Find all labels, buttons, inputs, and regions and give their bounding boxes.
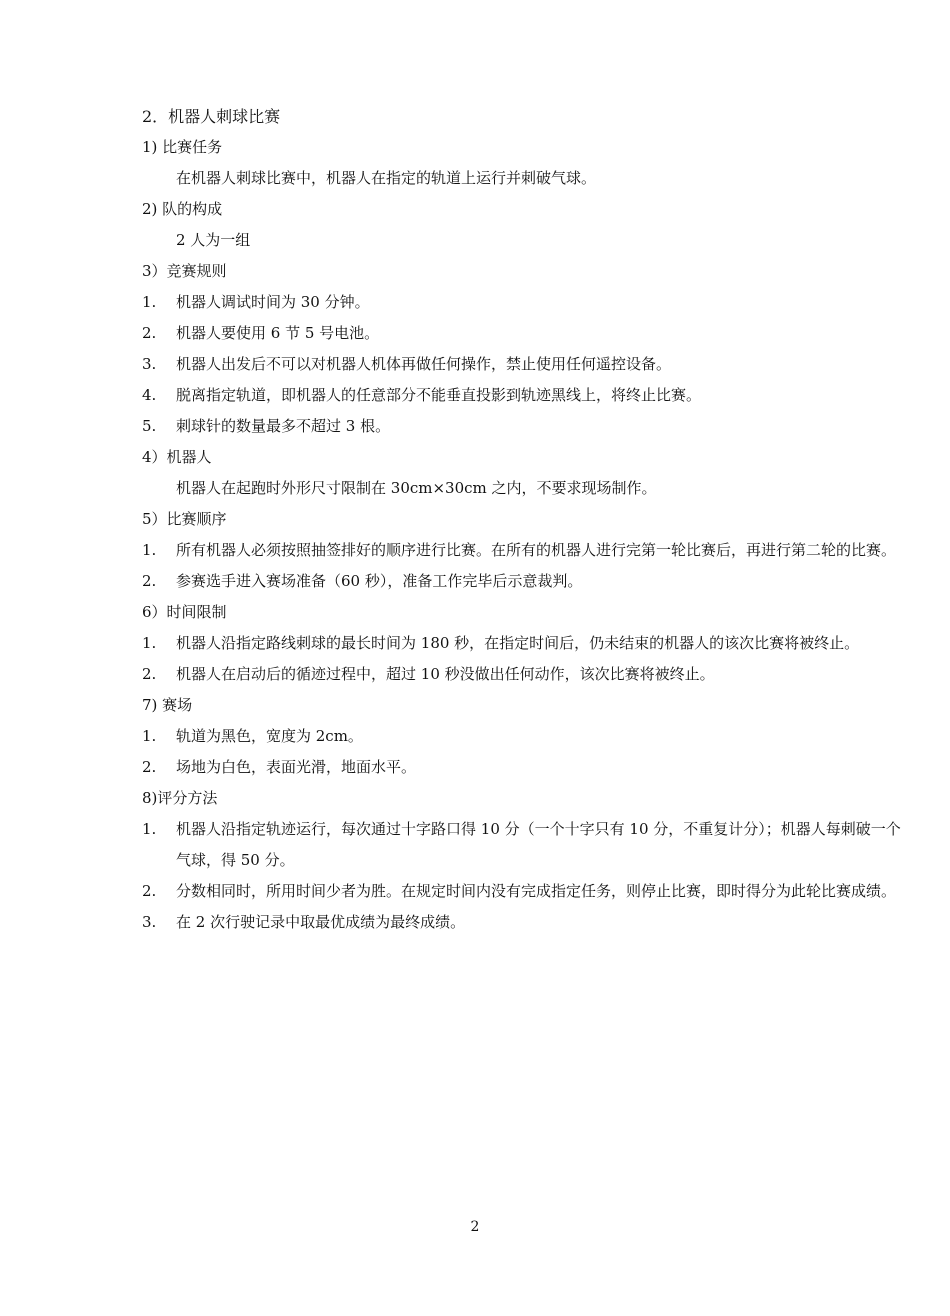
heading-competition-rules: 3）竞赛规则	[142, 262, 227, 280]
list-item	[142, 349, 912, 380]
list-item	[142, 535, 912, 566]
heading-time-limit: 6）时间限制	[142, 603, 227, 621]
list-item	[142, 566, 912, 597]
heading-scoring-method: 8)评分方法	[142, 789, 218, 807]
list-text: 机器人沿指定轨迹运行，每次通过十字路口得 10 分（一个十字只有 10 分，不重复计分）；机器人每刺破一个气球，得 50 分。	[176, 820, 901, 869]
heading-competition-task: 1) 比赛任务	[142, 138, 223, 156]
heading-robot: 4）机器人	[142, 448, 212, 466]
list-item	[142, 380, 912, 411]
list-number: 2.	[142, 882, 157, 900]
heading-venue: 7) 赛场	[142, 696, 193, 714]
list-number: 1.	[142, 820, 157, 838]
list-number: 3.	[142, 355, 157, 373]
list-item	[142, 721, 912, 752]
section-title: 2．机器人刺球比赛	[142, 107, 281, 126]
list-number: 1.	[142, 293, 157, 311]
list-text: 轨道为黑色，宽度为 2cm。	[176, 727, 363, 745]
list-number: 1.	[142, 634, 157, 652]
list-number: 2.	[142, 324, 157, 342]
list-item	[142, 752, 912, 783]
list-number: 3.	[142, 913, 157, 931]
list-number: 5.	[142, 417, 157, 435]
page-number: 2	[470, 1219, 480, 1235]
list-text: 机器人沿指定路线刺球的最长时间为 180 秒，在指定时间后，仍未结束的机器人的该次比赛将被终止。	[176, 634, 860, 652]
list-item	[142, 411, 912, 442]
list-text: 在 2 次行驶记录中取最优成绩为最终成绩。	[176, 913, 466, 931]
list-item	[142, 659, 912, 690]
list-item	[142, 814, 912, 876]
list-item	[142, 876, 912, 907]
list-text: 场地为白色，表面光滑，地面水平。	[176, 758, 417, 776]
heading-competition-order: 5）比赛顺序	[142, 510, 227, 528]
list-text: 所有机器人必须按照抽签排好的顺序进行比赛。在所有的机器人进行完第一轮比赛后，再进行第二轮的比赛。	[176, 541, 897, 559]
heading-team-composition: 2) 队的构成	[142, 200, 223, 218]
list-item	[142, 907, 912, 938]
list-number: 2.	[142, 665, 157, 683]
list-text: 机器人要使用 6 节 5 号电池。	[176, 324, 380, 342]
list-text: 机器人在启动后的循迹过程中，超过 10 秒没做出任何动作，该次比赛将被终止。	[176, 665, 715, 683]
paragraph-robot: 机器人在起跑时外形尺寸限制在 30cm×30cm 之内，不要求现场制作。	[176, 479, 657, 497]
list-text: 刺球针的数量最多不超过 3 根。	[176, 417, 391, 435]
list-text: 脱离指定轨道，即机器人的任意部分不能垂直投影到轨迹黑线上，将终止比赛。	[176, 386, 702, 404]
list-item	[142, 287, 912, 318]
list-item	[142, 318, 912, 349]
list-number: 2.	[142, 572, 157, 590]
list-number: 1.	[142, 727, 157, 745]
list-number: 1.	[142, 541, 157, 559]
list-text: 参赛选手进入赛场准备（60 秒），准备工作完毕后示意裁判。	[176, 572, 583, 590]
list-text: 机器人调试时间为 30 分钟。	[176, 293, 370, 311]
paragraph-team-composition: 2 人为一组	[176, 231, 251, 249]
paragraph-competition-task: 在机器人刺球比赛中，机器人在指定的轨道上运行并刺破气球。	[176, 169, 597, 187]
list-number: 2.	[142, 758, 157, 776]
list-text: 分数相同时，所用时间少者为胜。在规定时间内没有完成指定任务，则停止比赛，即时得分为此轮比赛成绩。	[176, 882, 897, 900]
document-body	[142, 101, 912, 938]
list-text: 机器人出发后不可以对机器人机体再做任何操作，禁止使用任何遥控设备。	[176, 355, 672, 373]
list-item	[142, 628, 912, 659]
list-number: 4.	[142, 386, 157, 404]
